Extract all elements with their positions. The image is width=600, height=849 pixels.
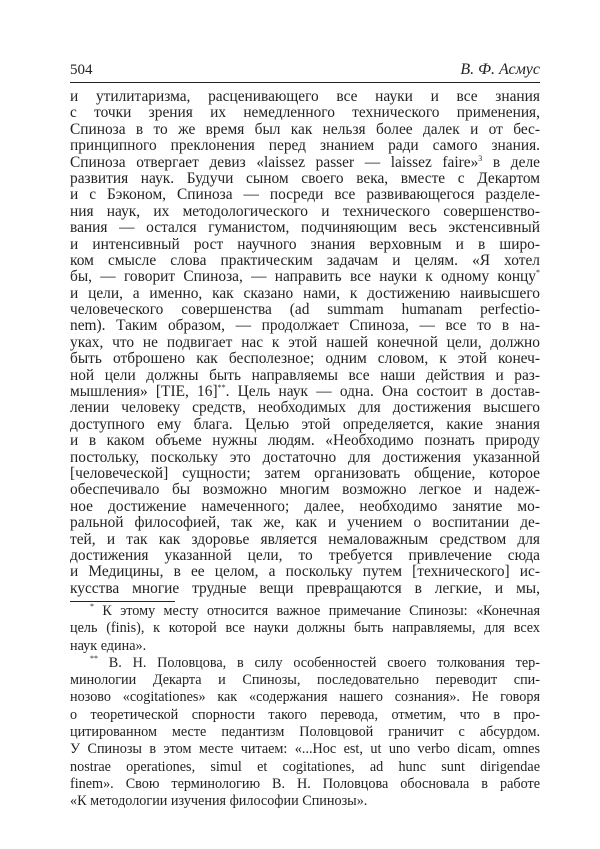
footnote-line xyxy=(70,759,540,776)
text-line xyxy=(70,400,540,416)
text-line xyxy=(70,548,540,564)
text-run: тей, и так как здоровье является немаловажным средством для xyxy=(70,530,540,548)
text-run: и Медицины, в ее целом, а поскольку путем [технического] ис- xyxy=(70,563,540,581)
text-run: nostrae operationes, simul et cogitationes, ad hunc sunt dirigendae xyxy=(70,758,540,775)
text-line xyxy=(70,564,540,580)
text-line xyxy=(70,384,540,400)
footnote-marker: ** xyxy=(217,383,226,393)
text-run: в деле xyxy=(482,153,540,171)
text-run: К этому месту относится важное примечание Спинозы: «Конечная xyxy=(94,603,540,619)
text-run: быть отброшено как бесполезное; одним словом, к этой конеч- xyxy=(70,350,540,368)
footnote-line xyxy=(70,620,540,637)
text-run: постольку, поскольку это достаточно для достижения указанной xyxy=(70,448,540,466)
footnote-line xyxy=(70,707,540,724)
text-line xyxy=(70,417,540,433)
footnote-marker: ** xyxy=(90,653,98,663)
running-author: В. Ф. Асмус xyxy=(460,61,540,78)
text-run: кусства многие трудные вещи превращаются в легкие, и мы, xyxy=(70,579,540,597)
text-run: лении человеку средств, необходимых для достижения высшего xyxy=(70,399,540,417)
text-line xyxy=(70,171,540,187)
text-line xyxy=(70,253,540,269)
footnote-line xyxy=(70,776,540,793)
text-line xyxy=(70,204,540,220)
text-run: В. Н. Половцова, в силу особенностей своего толкования тер- xyxy=(98,654,540,671)
text-line xyxy=(70,515,540,531)
footnote-line xyxy=(70,638,540,655)
text-line xyxy=(70,450,540,466)
text-run: nem). Таким образом, — продолжает Спиноза, — все то в на- xyxy=(70,317,540,335)
text-run: Спиноза отвергает девиз «laissez passer — laissez faire» xyxy=(70,153,479,171)
text-line xyxy=(70,138,540,154)
text-run: и утилитаризма, расценивающего все науки и все знания xyxy=(70,88,540,105)
text-line xyxy=(70,237,540,253)
text-line xyxy=(70,89,540,105)
text-run: нозово «cogitationes» как «содержания нашего сознания». Не говоря xyxy=(70,689,540,706)
footnote-line xyxy=(70,603,540,620)
text-line xyxy=(70,155,540,171)
text-run: ральной философией, так же, как и учением о воспитании де- xyxy=(70,514,540,532)
text-run: finem». Свою терминологию В. Н. Половцова обосновала в работе xyxy=(70,775,540,792)
text-run: уках, что не подвигает нас к этой нашей конечной цели, должно xyxy=(70,333,540,351)
page-number: 504 xyxy=(70,62,93,78)
text-line xyxy=(70,302,540,318)
text-line xyxy=(70,368,540,384)
text-line xyxy=(70,122,540,138)
text-run: обеспечивало бы возможно многим возможно легкое и надеж- xyxy=(70,481,540,499)
text-line xyxy=(70,220,540,236)
text-run: ной цели должны быть направляемы все наши действия и раз- xyxy=(70,366,540,384)
text-line xyxy=(70,318,540,334)
footnote-line xyxy=(70,655,540,672)
text-run: развития наук. Будучи сыном своего века, вместе с Декартом xyxy=(70,169,540,187)
footnote-line xyxy=(70,793,540,810)
text-run: о теоретической спорности такого перевода, отметим, что в про- xyxy=(70,706,540,723)
text-line xyxy=(70,499,540,515)
footnote-line xyxy=(70,724,540,741)
footnote-marker: 3 xyxy=(478,153,483,163)
text-run: и интенсивный рост научного знания верховным и в широ- xyxy=(70,235,540,253)
text-line xyxy=(70,351,540,367)
text-run: цель (finis), к которой все науки должны быть направляемы, для всех xyxy=(70,620,540,637)
text-run: цитированном месте педантизм Половцовой граничит с абсурдом. xyxy=(70,724,540,741)
text-run: и цели, а именно, как сказано нами, к достижению наивысшего xyxy=(70,284,540,302)
text-run: Спиноза в то же время был как нельзя более далек и от бес- xyxy=(70,120,540,138)
text-run: У Спинозы в этом месте читаем: «...Hoc est, ut uno verbo dicam, omnes xyxy=(70,741,540,758)
footnote-marker: * xyxy=(536,268,540,278)
footnote-marker: * xyxy=(90,602,94,611)
text-run: ное достижение намеченного; далее, необходимо занятие мо- xyxy=(70,497,540,515)
text-line xyxy=(70,187,540,203)
text-run: достижения указанной цели, то требуется привлечение сюда xyxy=(70,546,540,564)
text-run: принципного преклонения перед знанием ради самого знания. xyxy=(70,137,540,155)
footnote-divider xyxy=(70,601,175,602)
text-run: . Цель наук — одна. Она состоит в достав- xyxy=(225,383,540,401)
text-run: минологии Декарта и Спинозы, последовательно переводит спи- xyxy=(70,672,540,689)
text-line xyxy=(70,433,540,449)
text-run: мышления» [TIE, 16] xyxy=(70,383,218,401)
footnote-line xyxy=(70,689,540,706)
text-line xyxy=(70,581,540,597)
running-header xyxy=(70,60,540,83)
text-line xyxy=(70,466,540,482)
text-run: [человеческой] сущности; затем организовать общение, которое xyxy=(70,464,540,482)
text-run: доступного ему блага. Целью этой определяется, какие знания xyxy=(70,415,540,433)
main-text xyxy=(70,89,540,597)
text-run: с точки зрения их немедленного технического применения, xyxy=(70,104,540,122)
footnote-line xyxy=(70,741,540,758)
text-run: и с Бэконом, Спиноза — посреди все развивающегося разделе- xyxy=(70,186,540,204)
text-run: бы, — говорит Спиноза, — направить все науки к одному концу xyxy=(70,268,536,286)
footnote-line xyxy=(70,672,540,689)
footnotes xyxy=(70,603,540,811)
text-line xyxy=(70,532,540,548)
text-run: ния наук, их методологического и технического совершенство- xyxy=(70,202,540,220)
text-line xyxy=(70,269,540,285)
text-run: наук едина». xyxy=(70,637,147,654)
text-run: человеческого совершенства (ad summam humanam perfectio- xyxy=(70,301,540,319)
text-line xyxy=(70,105,540,121)
text-line xyxy=(70,482,540,498)
text-run: вания — остался гуманистом, подчиняющим весь экстенсивный xyxy=(70,219,540,237)
text-line xyxy=(70,335,540,351)
text-run: «К методологии изучения философии Спинозы». xyxy=(70,793,368,810)
text-run: и в каком объеме нужны людям. «Необходимо познать природу xyxy=(70,432,540,450)
text-line xyxy=(70,286,540,302)
text-run: ком смысле слова практическим задачам и целям. «Я хотел xyxy=(70,251,540,269)
